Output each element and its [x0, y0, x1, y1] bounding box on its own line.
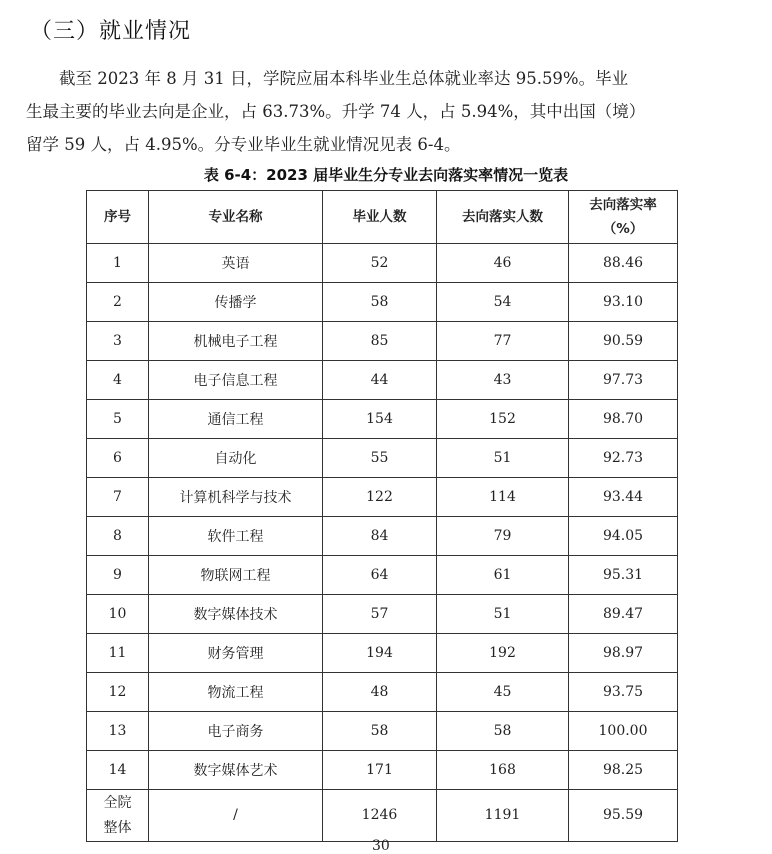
- table-row: [87, 556, 678, 595]
- cell-placed: 46: [437, 244, 569, 283]
- cell-rate: 98.97: [569, 634, 678, 673]
- cell-index: 7: [87, 478, 149, 517]
- header-graduates: 毕业人数: [323, 191, 437, 244]
- cell-graduates: 122: [323, 478, 437, 517]
- cell-index: 9: [87, 556, 149, 595]
- table-row: [87, 361, 678, 400]
- table-row: [87, 478, 678, 517]
- cell-major: 自动化: [149, 439, 323, 478]
- cell-index: 8: [87, 517, 149, 556]
- table-caption: 表 6-4：2023 届毕业生分专业去向落实率情况一览表: [203, 166, 569, 184]
- cell-rate: 90.59: [569, 322, 678, 361]
- cell-major: 数字媒体艺术: [149, 751, 323, 790]
- cell-graduates: 55: [323, 439, 437, 478]
- cell-rate: 98.70: [569, 400, 678, 439]
- body-paragraph: [26, 62, 726, 161]
- cell-rate: 93.75: [569, 673, 678, 712]
- cell-major: 物联网工程: [149, 556, 323, 595]
- cell-major: 英语: [149, 244, 323, 283]
- paragraph-line-1: 截至 2023 年 8 月 31 日，学院应届本科毕业生总体就业率达 95.59%。毕业: [59, 69, 629, 88]
- table-row: [87, 634, 678, 673]
- cell-total-name: /: [149, 790, 323, 842]
- cell-major: 电子信息工程: [149, 361, 323, 400]
- table-row: [87, 517, 678, 556]
- cell-placed: 54: [437, 283, 569, 322]
- cell-placed: 77: [437, 322, 569, 361]
- cell-rate: 88.46: [569, 244, 678, 283]
- cell-graduates: 57: [323, 595, 437, 634]
- cell-rate: 93.44: [569, 478, 678, 517]
- header-index: 序号: [87, 191, 149, 244]
- table-row: [87, 673, 678, 712]
- cell-index: 13: [87, 712, 149, 751]
- header-major: 专业名称: [149, 191, 323, 244]
- cell-major: 财务管理: [149, 634, 323, 673]
- cell-graduates: 171: [323, 751, 437, 790]
- table-row: [87, 712, 678, 751]
- cell-index: 2: [87, 283, 149, 322]
- cell-index: 4: [87, 361, 149, 400]
- cell-major: 物流工程: [149, 673, 323, 712]
- cell-total-label: 全院 整体: [87, 790, 149, 842]
- cell-placed: 58: [437, 712, 569, 751]
- cell-graduates: 194: [323, 634, 437, 673]
- cell-placed: 43: [437, 361, 569, 400]
- cell-total-placed: 1191: [437, 790, 569, 842]
- cell-rate: 89.47: [569, 595, 678, 634]
- cell-rate: 92.73: [569, 439, 678, 478]
- cell-major: 电子商务: [149, 712, 323, 751]
- cell-placed: 168: [437, 751, 569, 790]
- cell-index: 11: [87, 634, 149, 673]
- paragraph-line-2: 生最主要的毕业去向是企业，占 63.73%。升学 74 人，占 5.94%，其中出国（境）: [26, 102, 646, 121]
- header-placed: 去向落实人数: [437, 191, 569, 244]
- header-rate: 去向落实率 （%）: [569, 191, 678, 244]
- cell-placed: 192: [437, 634, 569, 673]
- cell-placed: 51: [437, 595, 569, 634]
- table-row: [87, 439, 678, 478]
- cell-placed: 152: [437, 400, 569, 439]
- cell-graduates: 154: [323, 400, 437, 439]
- table-row: [87, 751, 678, 790]
- cell-graduates: 58: [323, 283, 437, 322]
- cell-index: 14: [87, 751, 149, 790]
- cell-major: 通信工程: [149, 400, 323, 439]
- cell-index: 10: [87, 595, 149, 634]
- table-row: [87, 595, 678, 634]
- cell-placed: 79: [437, 517, 569, 556]
- cell-placed: 45: [437, 673, 569, 712]
- page-number: 30: [372, 838, 390, 854]
- cell-index: 1: [87, 244, 149, 283]
- table-row: [87, 322, 678, 361]
- cell-rate: 97.73: [569, 361, 678, 400]
- cell-major: 数字媒体技术: [149, 595, 323, 634]
- cell-total-graduates: 1246: [323, 790, 437, 842]
- table-row: [87, 244, 678, 283]
- cell-rate: 94.05: [569, 517, 678, 556]
- cell-graduates: 84: [323, 517, 437, 556]
- cell-graduates: 52: [323, 244, 437, 283]
- table-row: [87, 400, 678, 439]
- cell-major: 软件工程: [149, 517, 323, 556]
- cell-index: 5: [87, 400, 149, 439]
- cell-placed: 51: [437, 439, 569, 478]
- cell-graduates: 48: [323, 673, 437, 712]
- cell-total-rate: 95.59: [569, 790, 678, 842]
- cell-graduates: 58: [323, 712, 437, 751]
- cell-rate: 98.25: [569, 751, 678, 790]
- cell-major: 机械电子工程: [149, 322, 323, 361]
- cell-graduates: 64: [323, 556, 437, 595]
- cell-major: 计算机科学与技术: [149, 478, 323, 517]
- table-row: [87, 283, 678, 322]
- cell-index: 6: [87, 439, 149, 478]
- cell-rate: 95.31: [569, 556, 678, 595]
- cell-placed: 114: [437, 478, 569, 517]
- cell-major: 传播学: [149, 283, 323, 322]
- cell-index: 3: [87, 322, 149, 361]
- paragraph-line-3: 留学 59 人，占 4.95%。分专业毕业生就业情况见表 6-4。: [26, 135, 461, 154]
- section-heading: （三）就业情况: [30, 19, 192, 44]
- table-total-row: [87, 790, 678, 842]
- table-header-row: [87, 191, 678, 244]
- cell-placed: 61: [437, 556, 569, 595]
- cell-graduates: 44: [323, 361, 437, 400]
- cell-rate: 93.10: [569, 283, 678, 322]
- employment-table: [86, 190, 678, 842]
- cell-graduates: 85: [323, 322, 437, 361]
- cell-index: 12: [87, 673, 149, 712]
- cell-rate: 100.00: [569, 712, 678, 751]
